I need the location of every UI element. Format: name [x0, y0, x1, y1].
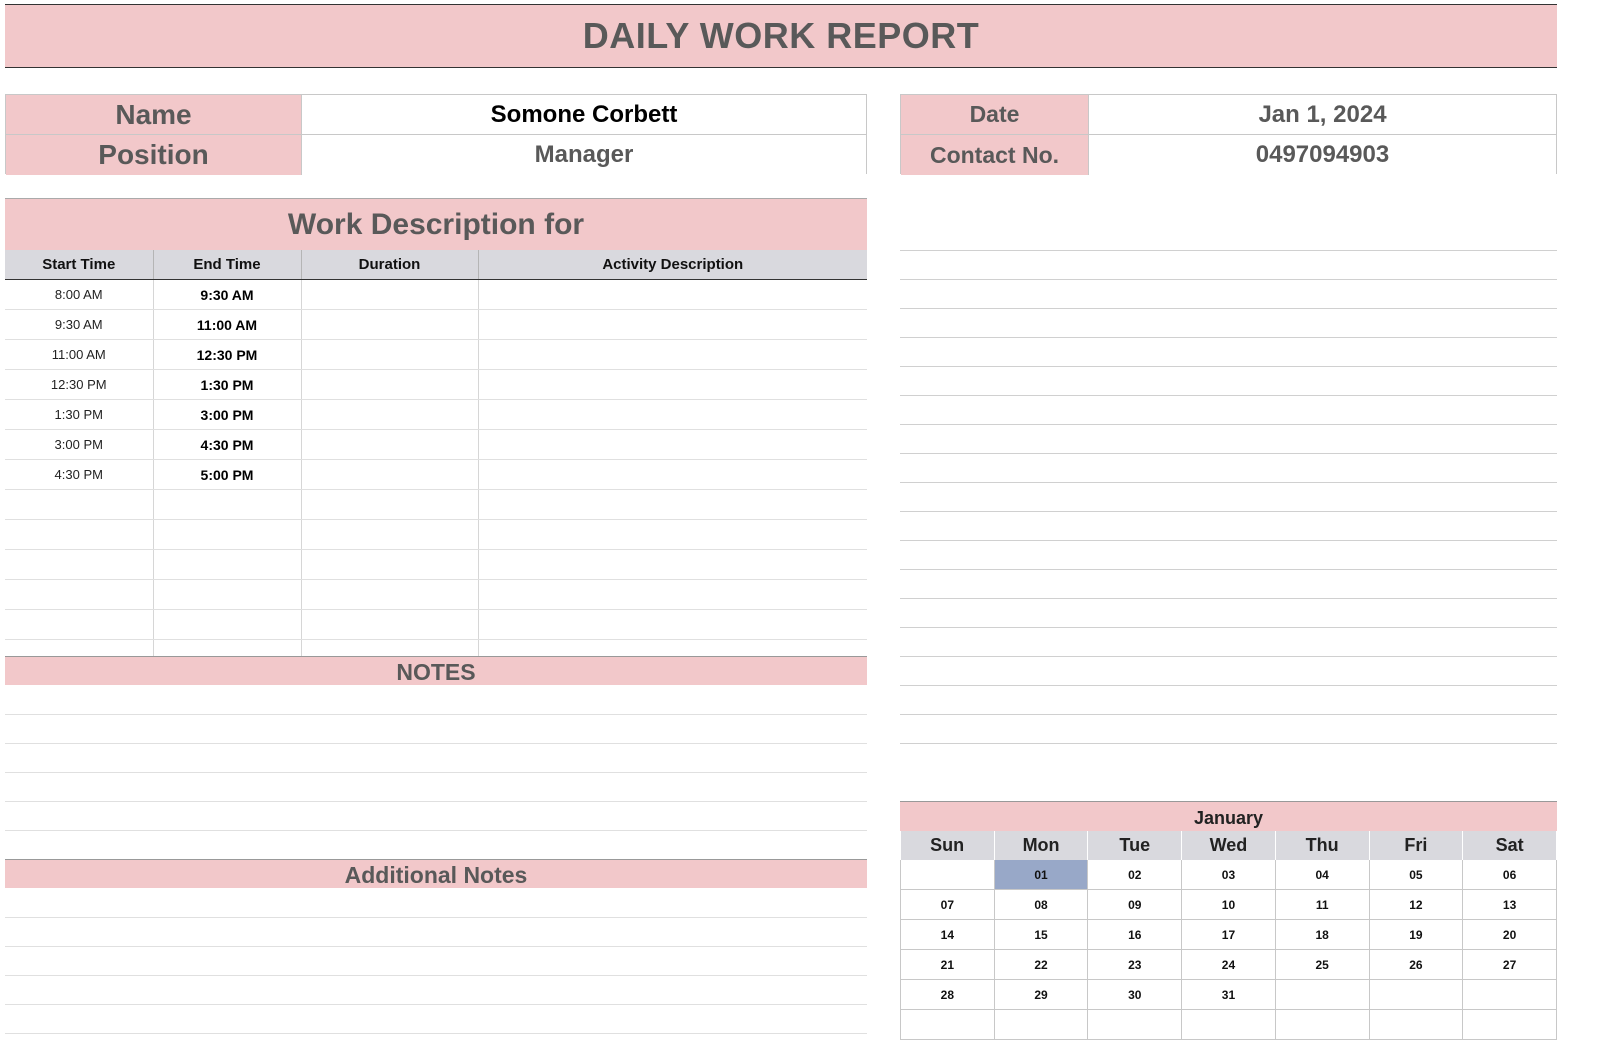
writing-line	[900, 540, 1557, 541]
calendar-day-cell[interactable]: 17	[1182, 920, 1276, 950]
calendar-week-row	[901, 1010, 1557, 1040]
additional-notes-line[interactable]	[5, 975, 867, 976]
duration-cell[interactable]	[301, 370, 478, 400]
employee-info-grid	[5, 94, 867, 174]
writing-line	[900, 279, 1557, 280]
duration-cell[interactable]	[301, 550, 478, 580]
duration-cell[interactable]	[301, 430, 478, 460]
report-title-bar	[5, 4, 1557, 68]
weekday-fri: Fri	[1369, 831, 1463, 860]
duration-cell[interactable]	[301, 520, 478, 550]
notes-line[interactable]	[5, 830, 867, 831]
calendar-day-cell[interactable]: 25	[1275, 950, 1369, 980]
activity-cell[interactable]	[478, 370, 867, 400]
column-header-end-time: End Time	[153, 250, 301, 280]
writing-line	[900, 337, 1557, 338]
date-contact-grid	[900, 94, 1557, 174]
writing-line	[900, 482, 1557, 483]
activity-cell[interactable]	[478, 430, 867, 460]
work-table-row	[5, 580, 867, 610]
contact-label: Contact No.	[901, 135, 1089, 175]
writing-line	[900, 395, 1557, 396]
notes-header	[5, 656, 867, 685]
calendar-day-cell[interactable]: 28	[901, 980, 995, 1010]
calendar-day-cell[interactable]: 10	[1182, 890, 1276, 920]
writing-line	[900, 308, 1557, 309]
end-time-cell[interactable]	[153, 520, 301, 550]
writing-line	[900, 366, 1557, 367]
calendar-day-cell[interactable]: 04	[1275, 860, 1369, 890]
notes-line[interactable]	[5, 714, 867, 715]
start-time-cell[interactable]	[5, 610, 153, 640]
calendar-day-cell[interactable]: 03	[1182, 860, 1276, 890]
notes-line[interactable]	[5, 772, 867, 773]
writing-line	[900, 656, 1557, 657]
calendar-day-cell[interactable]: 26	[1369, 950, 1463, 980]
column-header-activity: Activity Description	[478, 250, 867, 280]
weekday-thu: Thu	[1275, 831, 1369, 860]
calendar-day-cell[interactable]: 18	[1275, 920, 1369, 950]
work-table-row	[5, 550, 867, 580]
calendar-day-cell[interactable]: 08	[994, 890, 1088, 920]
end-time-cell[interactable]	[153, 610, 301, 640]
position-label: Position	[6, 135, 302, 175]
calendar-day-cell[interactable]: 22	[994, 950, 1088, 980]
start-time-cell[interactable]: 3:00 PM	[5, 430, 153, 460]
duration-cell[interactable]	[301, 400, 478, 430]
calendar-day-cell[interactable]: 05	[1369, 860, 1463, 890]
activity-cell[interactable]	[478, 550, 867, 580]
calendar-day-cell[interactable]: 09	[1088, 890, 1182, 920]
calendar-day-cell[interactable]	[1369, 980, 1463, 1010]
additional-notes-line[interactable]	[5, 917, 867, 918]
contact-field[interactable]: 0497094903	[1089, 135, 1556, 175]
calendar-day-cell[interactable]	[994, 1010, 1088, 1040]
writing-line	[900, 598, 1557, 599]
calendar-weekday-row	[901, 831, 1557, 860]
end-time-cell[interactable]	[153, 580, 301, 610]
calendar-day-cell[interactable]: 31	[1182, 980, 1276, 1010]
start-time-cell[interactable]: 11:00 AM	[5, 340, 153, 370]
work-table-row	[5, 340, 867, 370]
work-table-row	[5, 400, 867, 430]
end-time-cell[interactable]: 1:30 PM	[153, 370, 301, 400]
additional-notes-header	[5, 859, 867, 888]
start-time-cell[interactable]: 1:30 PM	[5, 400, 153, 430]
calendar-day-cell[interactable]: 11	[1275, 890, 1369, 920]
weekday-tue: Tue	[1088, 831, 1182, 860]
calendar-month-header	[900, 801, 1557, 831]
start-time-cell[interactable]	[5, 490, 153, 520]
start-time-cell[interactable]	[5, 520, 153, 550]
additional-notes-line[interactable]	[5, 1033, 867, 1034]
additional-notes-line[interactable]	[5, 946, 867, 947]
work-table-row	[5, 610, 867, 640]
calendar-day-cell[interactable]: 16	[1088, 920, 1182, 950]
duration-cell[interactable]	[301, 490, 478, 520]
duration-cell[interactable]	[301, 610, 478, 640]
start-time-cell[interactable]	[5, 550, 153, 580]
column-header-start-time: Start Time	[5, 250, 153, 280]
start-time-cell[interactable]: 9:30 AM	[5, 310, 153, 340]
work-table	[5, 250, 867, 670]
calendar-day-cell[interactable]: 23	[1088, 950, 1182, 980]
calendar-day-cell[interactable]	[901, 1010, 995, 1040]
duration-cell[interactable]	[301, 280, 478, 310]
weekday-sun: Sun	[901, 831, 995, 860]
calendar-week-row	[901, 980, 1557, 1010]
writing-line	[900, 627, 1557, 628]
calendar-day-cell[interactable]: 19	[1369, 920, 1463, 950]
work-description-header	[5, 198, 867, 250]
calendar-week-row	[901, 860, 1557, 890]
position-field[interactable]: Manager	[302, 135, 866, 175]
calendar-day-cell[interactable]: 24	[1182, 950, 1276, 980]
activity-cell[interactable]	[478, 610, 867, 640]
end-time-cell[interactable]: 5:00 PM	[153, 460, 301, 490]
calendar-day-cell[interactable]: 13	[1463, 890, 1557, 920]
duration-cell[interactable]	[301, 310, 478, 340]
name-label: Name	[6, 95, 302, 135]
activity-cell[interactable]	[478, 340, 867, 370]
activity-cell[interactable]	[478, 310, 867, 340]
writing-line	[900, 424, 1557, 425]
calendar-day-cell[interactable]: 07	[901, 890, 995, 920]
work-table-header-row	[5, 250, 867, 280]
weekday-wed: Wed	[1182, 831, 1276, 860]
calendar-day-cell[interactable]: 06	[1463, 860, 1557, 890]
writing-line	[900, 511, 1557, 512]
calendar-day-cell[interactable]	[1463, 1010, 1557, 1040]
name-field[interactable]: Somone Corbett	[302, 95, 866, 135]
work-table-row	[5, 490, 867, 520]
work-table-row	[5, 430, 867, 460]
calendar-day-cell[interactable]	[901, 860, 995, 890]
writing-line	[900, 714, 1557, 715]
column-header-duration: Duration	[301, 250, 478, 280]
calendar-day-cell[interactable]	[1182, 1010, 1276, 1040]
start-time-cell[interactable]: 4:30 PM	[5, 460, 153, 490]
duration-cell[interactable]	[301, 580, 478, 610]
start-time-cell[interactable]: 8:00 AM	[5, 280, 153, 310]
activity-cell[interactable]	[478, 580, 867, 610]
calendar-month-label: January	[1193, 808, 1264, 828]
additional-notes-line[interactable]	[5, 1004, 867, 1005]
end-time-cell[interactable]: 12:30 PM	[153, 340, 301, 370]
calendar-day-cell[interactable]: 20	[1463, 920, 1557, 950]
calendar-day-cell[interactable]: 21	[901, 950, 995, 980]
work-table-row	[5, 370, 867, 400]
writing-line	[900, 250, 1557, 251]
calendar-day-cell[interactable]: 02	[1088, 860, 1182, 890]
calendar-day-cell[interactable]: 14	[901, 920, 995, 950]
writing-line	[900, 743, 1557, 744]
calendar-week-row	[901, 890, 1557, 920]
end-time-cell[interactable]: 9:30 AM	[153, 280, 301, 310]
calendar-day-cell[interactable]	[1275, 1010, 1369, 1040]
additional-notes-title: Additional Notes	[344, 862, 528, 888]
calendar-day-cell[interactable]	[1088, 1010, 1182, 1040]
end-time-cell[interactable]: 3:00 PM	[153, 400, 301, 430]
report-title: DAILY WORK REPORT	[582, 15, 980, 56]
notes-title: NOTES	[396, 659, 476, 685]
work-table-row	[5, 310, 867, 340]
activity-cell[interactable]	[478, 520, 867, 550]
date-label: Date	[901, 95, 1089, 135]
writing-line	[900, 453, 1557, 454]
activity-cell[interactable]	[478, 280, 867, 310]
writing-line	[900, 569, 1557, 570]
calendar-day-cell[interactable]: 27	[1463, 950, 1557, 980]
work-table-row	[5, 460, 867, 490]
weekday-sat: Sat	[1463, 831, 1557, 860]
calendar-day-cell[interactable]: 01	[994, 860, 1088, 890]
calendar-day-cell[interactable]	[1275, 980, 1369, 1010]
work-table-row	[5, 280, 867, 310]
work-table-row	[5, 520, 867, 550]
activity-cell[interactable]	[478, 490, 867, 520]
end-time-cell[interactable]: 4:30 PM	[153, 430, 301, 460]
end-time-cell[interactable]: 11:00 AM	[153, 310, 301, 340]
start-time-cell[interactable]: 12:30 PM	[5, 370, 153, 400]
calendar-day-cell[interactable]: 12	[1369, 890, 1463, 920]
activity-cell[interactable]	[478, 460, 867, 490]
notes-line[interactable]	[5, 801, 867, 802]
calendar-week-row	[901, 950, 1557, 980]
calendar-day-cell[interactable]: 15	[994, 920, 1088, 950]
end-time-cell[interactable]	[153, 490, 301, 520]
work-description-title: Work Description for	[287, 207, 585, 241]
duration-cell[interactable]	[301, 460, 478, 490]
date-field[interactable]: Jan 1, 2024	[1089, 95, 1556, 135]
calendar-week-row	[901, 920, 1557, 950]
calendar-day-cell[interactable]: 29	[994, 980, 1088, 1010]
duration-cell[interactable]	[301, 340, 478, 370]
activity-cell[interactable]	[478, 400, 867, 430]
weekday-mon: Mon	[994, 831, 1088, 860]
end-time-cell[interactable]	[153, 550, 301, 580]
calendar-grid	[900, 831, 1557, 1040]
calendar-day-cell[interactable]: 30	[1088, 980, 1182, 1010]
writing-line	[900, 685, 1557, 686]
calendar-day-cell[interactable]	[1369, 1010, 1463, 1040]
notes-line[interactable]	[5, 743, 867, 744]
start-time-cell[interactable]	[5, 580, 153, 610]
calendar-day-cell[interactable]	[1463, 980, 1557, 1010]
